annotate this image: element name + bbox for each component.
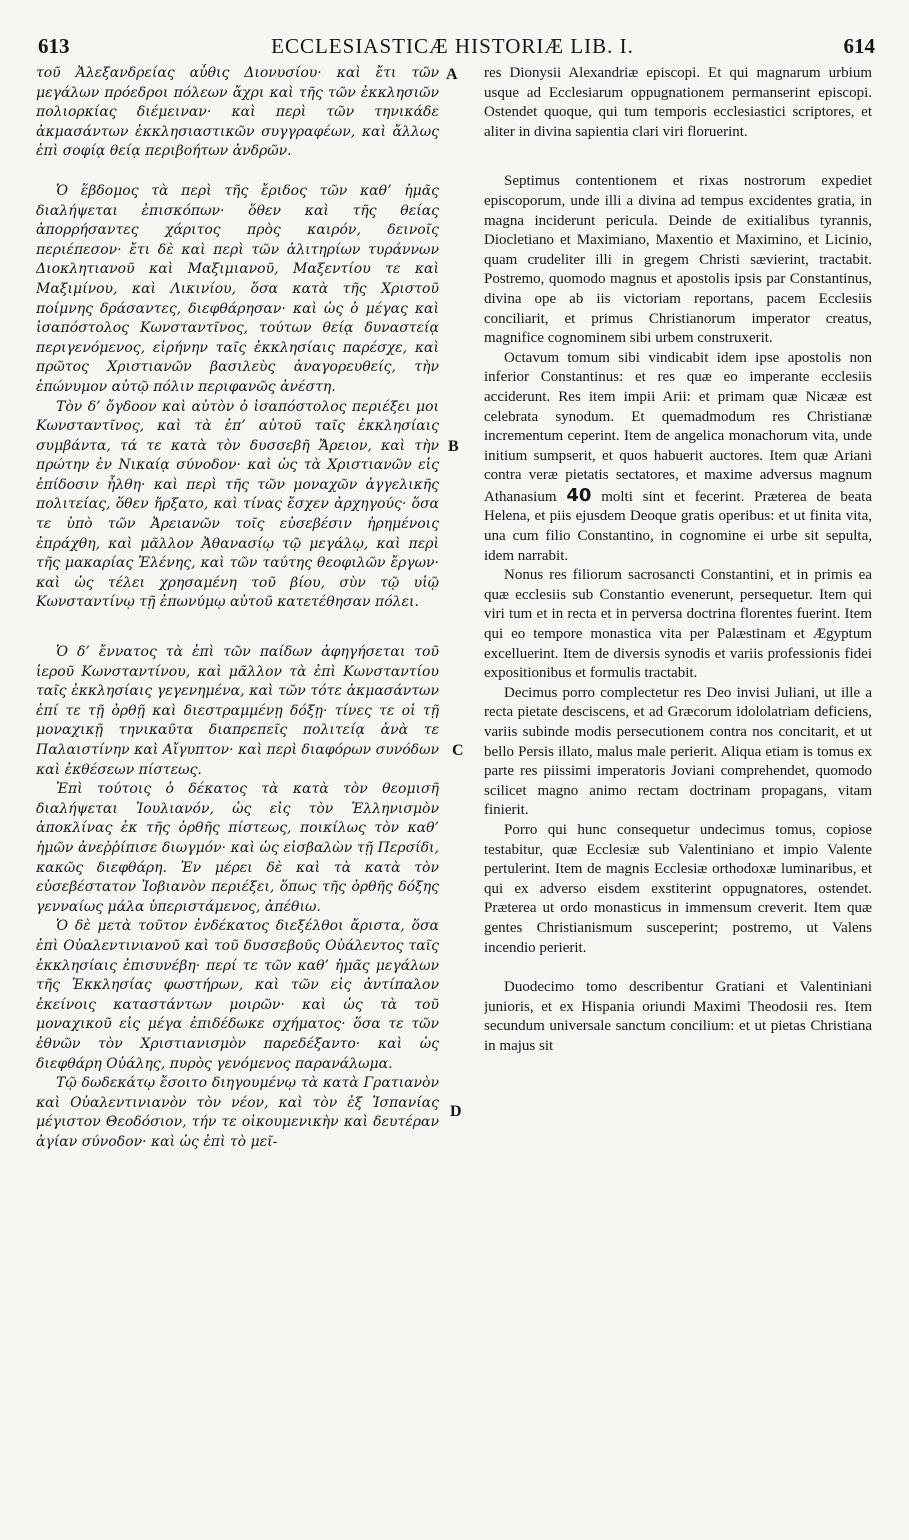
latin-paragraph-text: Octavum tomum sibi vindicabit idem ipse apostolis non inferior Constantinus: et res quæ eo imperante ecclesiis acciderunt. Res item impii Arii: et primam quæ Nicææ est celebrata synodum. Et quemadmodum res Christianæ incrementum ceperint. Item de angelica monachorum vita, unde initium sumpserit, et quos habuerit auctores. Item quæ Ariani contra veræ pietatis sectatores, et maxime adversus magnum Athanasium [484,349,872,505]
page-header [30,30,875,60]
latin-paragraph: Duodecimo tomo describentur Gratiani et Valentiniani junioris, et ex Hispania oriundi Maximi Theodosii res. Item secundum universale sanctum concilium: et ut pietas Christiana in majus sit [484,979,872,1054]
running-title: ECCLESIASTICÆ HISTORIÆ LIB. I. [271,34,634,58]
latin-column [484,64,872,1524]
latin-paragraph: Porro qui hunc consequetur undecimus tomus, copiose testabitur, quæ Ecclesiæ sub Valentiniano et impio Valente pertulerint. Item de magnis Ecclesiæ orthodoxæ luminaribus, et qui ex adverso eisdem exstiterint oppugnatores, ostendet. Præterea ut ordo monasticus in immensum creverit. Item quæ gentes Christianismum susceperint; postremo, ut Valens incendio perierit. [484,821,872,956]
page-number-left: 613 [38,34,70,58]
section-marker-d: D [450,1103,462,1120]
section-marker-a: A [446,66,458,83]
latin-paragraph: Nonus res filiorum sacrosancti Constantini, et in primis ea quæ ecclesiis sub Constantio evenerunt, persequetur. Item qui viri tum et in recta et in perversa doctrina florentes fuerint. Item qui eo tempore monastica vita per Palæstinam et Ægyptum excelluerint. Item de diversis synodis et variis professionis fidei expositionibus et formulis tractabit. [484,567,872,682]
greek-column [36,64,439,1524]
marginal-number: 40 [566,484,592,506]
greek-paragraph: Τὸν δ’ ὄγδοον καὶ αὐτὸν ὁ ἰσαπόστολος περιέξει μοι Κωνσταντῖνος, καὶ τὰ ἐπ’ αὐτοῦ ταῖς ἐκκλησίαις συμβάντα, τά τε κατὰ τὸν δυσσεβῆ Ἄρειον, καὶ τὴν πρώτην ἐν Νικαίᾳ σύνοδον· καὶ ὡς τὰ Χριστιανῶν εἰς ἐπίδοσιν ἦλθη· καὶ περὶ τῆς τῶν μοναχῶν ἀγγελικῆς πολιτείας, ὅθεν ἤρξατο, καὶ τίνας ἔσχεν ἀρχηγούς· ὅσα τε ὑπὸ τῶν Ἀρειανῶν τοῖς εὐσεβέσιν ἠρημένοις ἐπράχθη, καὶ μᾶλλον Ἀθανασίῳ τῷ μεγάλῳ, καὶ περὶ τῆς μακαρίας Ἑλένης, καὶ τῶν ταύτης θεοφιλῶν ἔργων· καὶ ὡς τέλει χρησαμένη τοῦ βίου, σὺν τῷ υἱῷ Κωνσταντίνῳ τῇ ἐπωνύμῳ αὐτοῦ κατετέθησαν πόλει. [36,398,439,611]
latin-paragraph: Decimus porro complectetur res Deo invisi Juliani, ut ille a recta pietate desciscens, et ad Græcorum idololatriam deficiens, variis subinde modis persecutionem contra nos concitarit, et ut bello Persis illato, malus male perierit. Aliqua etiam is tomus ex parte res piissimi imperatoris Joviani comprehendet, quomodo scilicet magno animo rectam doctrinam propagans, vitam finierit. [484,684,872,819]
section-marker-c: C [452,742,464,759]
greek-paragraph: Τῷ δωδεκάτῳ ἔσοιτο διηγουμένῳ τὰ κατὰ Γρατιανὸν καὶ Οὐαλεντινιανὸν τὸν νέον, καὶ τὸν ἐξ Ἱσπανίας μέγιστον Θεοδόσιον, τήν τε οἰκουμενικὴν καὶ δευτέραν ἁγίαν σύνοδον· καὶ ὡς ἐπὶ τὸ μεῖ- [36,1075,439,1150]
latin-paragraph [484,349,872,567]
greek-paragraph: τοῦ Ἀλεξανδρείας αὖθις Διονυσίου· καὶ ἔτι τῶν μεγάλων πρόεδροι πόλεων ἄχρι καὶ τῆς τῶν ἐκκλησιῶν πολιορκίας διέμειναν· καὶ περὶ τῶν τηνικάδε ἀκμασάντων ἐκκλησιαστικῶν συγγραφέων, καὶ ἄλλως ἐπὶ σοφίᾳ θείᾳ περιβοήτων ἀνδρῶν. [36,65,439,160]
greek-paragraph: Ὁ ἕβδομος τὰ περὶ τῆς ἔριδος τῶν καθ’ ἡμᾶς διαλήψεται ἐπισκόπων· ὅθεν καὶ τῆς θείας ἀπορρήσαντες χάριτος πρὸς καιρόν, δεινοῖς περιέπεσον· ἔτι δὲ καὶ περὶ τῶν ἀλιτηρίων τυράννων Διοκλητιανοῦ καὶ Μαξιμιανοῦ, Μαξεντίου τε καὶ Μαξιμίνου, καὶ Λικινίου, ὅσα κατὰ τῆς Χριστοῦ ποίμνης δράσαντες, διεφθάρησαν· καὶ ὡς ὁ μέγας καὶ ἰσαπόστολος Κωνσταντῖνος, τούτων θείᾳ δυναστείᾳ περιγενόμενος, εἰρήνην ταῖς ἐκκλησίαις παρέσχε, καὶ πρῶτος Χριστιανῶν βασιλεὺς ἀναγορευθείς, τὴν ἐπώνυμον αὐτῷ πόλιν περιφανῶς ἀνέστη. [36,182,439,395]
section-marker-b: B [448,438,459,455]
latin-paragraph: res Dionysii Alexandriæ episcopi. Et qui magnarum urbium usque ad Ecclesiarum oppugnationem permanserint episcopi. Ostendet quoque, qui tum temporis ecclesiastici scriptores, et aliter in divina sapientia clari viri floruerint. [484,65,872,140]
page-number-right: 614 [843,34,875,58]
greek-paragraph: Ἐπὶ τούτοις ὁ δέκατος τὰ κατὰ τὸν θεομισῆ διαλήψεται Ἰουλιανόν, ὡς εἰς τὸν Ἑλληνισμὸν ἀποκλίνας ἐκ τῆς ὀρθῆς πίστεως, ποικίλως τὸν καθ’ ἡμῶν ἀνεῤῥίπισε διωγμόν· καὶ ὡς εἰσβαλὼν τῇ Περσίδι, κακῶς διεφθάρη. Ἐν μέρει δὲ καὶ τὰ κατὰ τὸν εὐσεβέστατον Ἰοβιανὸν περιέξει, ὅπως τῆς ὀρθῆς δόξης γενναίως μάλα ὑπεριστάμενος, ἀπέθιω. [36,781,439,915]
latin-paragraph: Septimus contentionem et rixas nostrorum expediet episcoporum, unde illi a divina ad tempus excidentes gratia, in magna inciderunt pericula. Deinde de exitialibus tyrannis, Diocletiano et Maximiano, Maxentio et Maximino, et Licinio, quam crudeliter illi in gregem Christi sævierint, tractabit. Postremo, quomodo magnus et apostolis ipsis par Constantinus, divina ope ab iis victoriam reportans, pacem Ecclesiis conciliarit, et primus Christianorum imperator creatus, magnifice cognominem sibi urbem construxerit. [484,173,872,347]
greek-paragraph: Ὁ δὲ μετὰ τοῦτον ἑνδέκατος διεξέλθοι ἄριστα, ὅσα ἐπὶ Οὐαλεντινιανοῦ καὶ τοῦ δυσσεβοῦς Οὐάλεντος ταῖς ἐκκλησίαις ἐπισυνέβη· περί τε τῶν καθ’ ἡμᾶς μεγάλων τῆς Ἐκκλησίας φωστήρων, καὶ τῶν εἰς ἀντίπαλον ἐκείνοις καταστάντων μοιρῶν· καὶ ὡς τὰ τοῦ μοναχικοῦ εἰς μέγα ἐπιδέδωκε σχήματος· ὅσα τε τῶν ἐθνῶν τὸν Χριστιανισμὸν παρεδέξαντο· καὶ ὡς διεφθάρη Οὐάλης, πυρὸς γενόμενος παρανάλωμα. [36,918,439,1072]
latin-paragraph-text: molti sint et fecerint. Præterea de beata Helena, et piis ejusdem Deoque gratis operibus: et ut finita vita, una cum filio Constantino, in cognomine ei urbe sit sepulta, idem narrabit. [484,488,872,564]
greek-paragraph: Ὁ δ’ ἔννατος τὰ ἐπὶ τῶν παίδων ἀφηγήσεται τοῦ ἱεροῦ Κωνσταντίνου, καὶ μᾶλλον τὰ ἐπὶ Κωνσταντίου ταῖς ἐκκλησίαις γεγενημένα, καὶ τῶν τότε ἀκμασάντων ἐπί τε τῇ ὀρθῇ καὶ διεστραμμένῃ δόξῃ· τίνες τε οἱ τῇ μοναχικῇ τηνικαῦτα διαπρεπεῖς πολιτείᾳ ἀνὰ τε Παλαιστίνην καὶ Αἴγυπτον· καὶ περὶ διαφόρων συνόδων καὶ ἐκθέσεων πίστεως. [36,644,439,778]
